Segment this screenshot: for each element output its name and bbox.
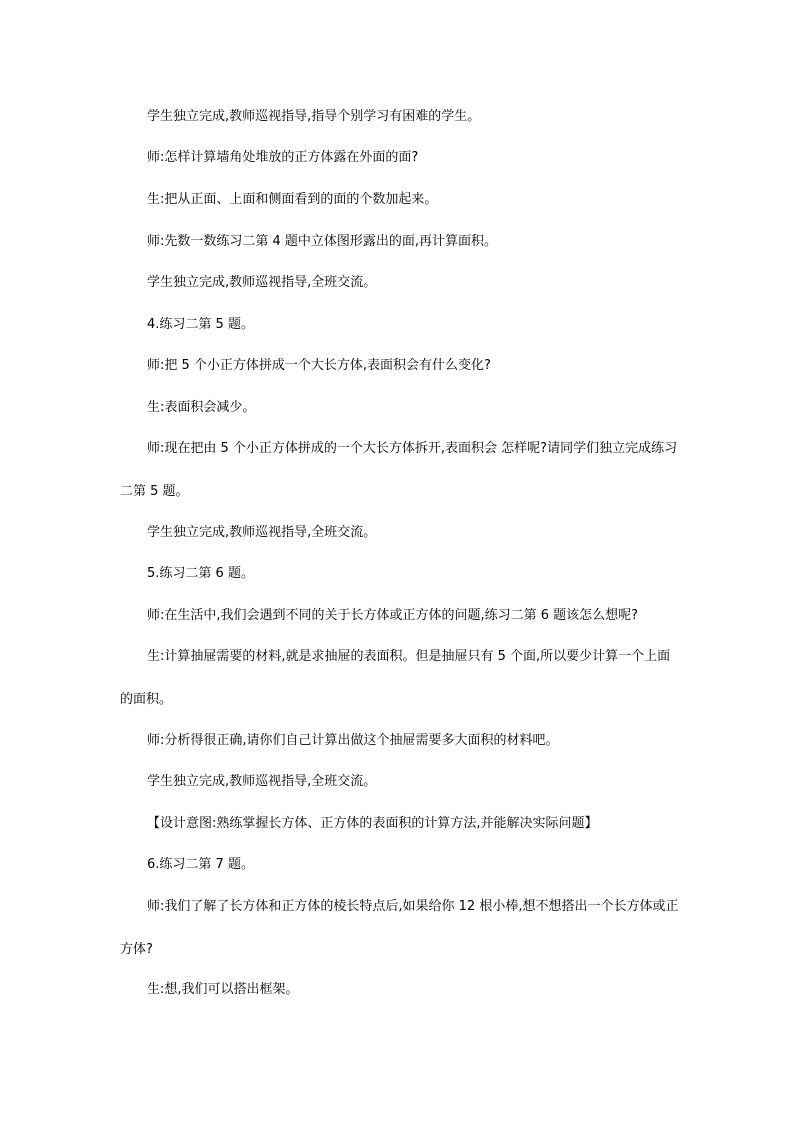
paragraph-15: 学生独立完成,教师巡视指导,全班交流。 (147, 774, 377, 789)
paragraph-18: 师:我们了解了长方体和正方体的棱长特点后,如果给你 12 根小棒,想不想搭出一个长方体或正方体? (120, 899, 679, 957)
paragraph-10: 学生独立完成,教师巡视指导,全班交流。 (147, 525, 377, 540)
paragraph-1: 学生独立完成,教师巡视指导,指导个别学习有困难的学生。 (147, 109, 481, 124)
paragraph-17: 6.练习二第 7 题。 (147, 857, 254, 872)
paragraph-14: 师:分析得很正确,请你们自己计算出做这个抽屉需要多大面积的材料吧。 (147, 733, 559, 748)
paragraph-9: 师:现在把由 5 个小正方体拼成的一个大长方体拆开,表面积会 怎样呢?请同学们独立完成练习二第 5 题。 (120, 441, 678, 499)
paragraph-11: 5.练习二第 6 题。 (147, 566, 254, 581)
paragraph-8: 生:表面积会减少。 (147, 400, 256, 415)
paragraph-5: 学生独立完成,教师巡视指导,全班交流。 (147, 275, 377, 290)
paragraph-7: 师:把 5 个小正方体拼成一个大长方体,表面积会有什么变化? (147, 358, 491, 373)
paragraph-3: 生:把从正面、上面和侧面看到的面的个数加起来。 (147, 192, 438, 207)
paragraph-2: 师:怎样计算墙角处堆放的正方体露在外面的面? (147, 150, 419, 165)
paragraph-6: 4.练习二第 5 题。 (147, 317, 254, 332)
paragraph-4: 师:先数一数练习二第 4 题中立体图形露出的面,再计算面积。 (147, 234, 498, 249)
paragraph-13: 生:计算抽屉需要的材料,就是求抽屉的表面积。但是抽屉只有 5 个面,所以要少计算一个上面的面积。 (120, 649, 671, 707)
paragraph-19: 生:想,我们可以搭出框架。 (147, 982, 299, 997)
paragraph-16: 【设计意图:熟练掌握长方体、正方体的表面积的计算方法,并能解决实际问题】 (147, 816, 598, 831)
paragraph-12: 师:在生活中,我们会遇到不同的关于长方体或正方体的问题,练习二第 6 题该怎么想呢? (147, 608, 639, 623)
